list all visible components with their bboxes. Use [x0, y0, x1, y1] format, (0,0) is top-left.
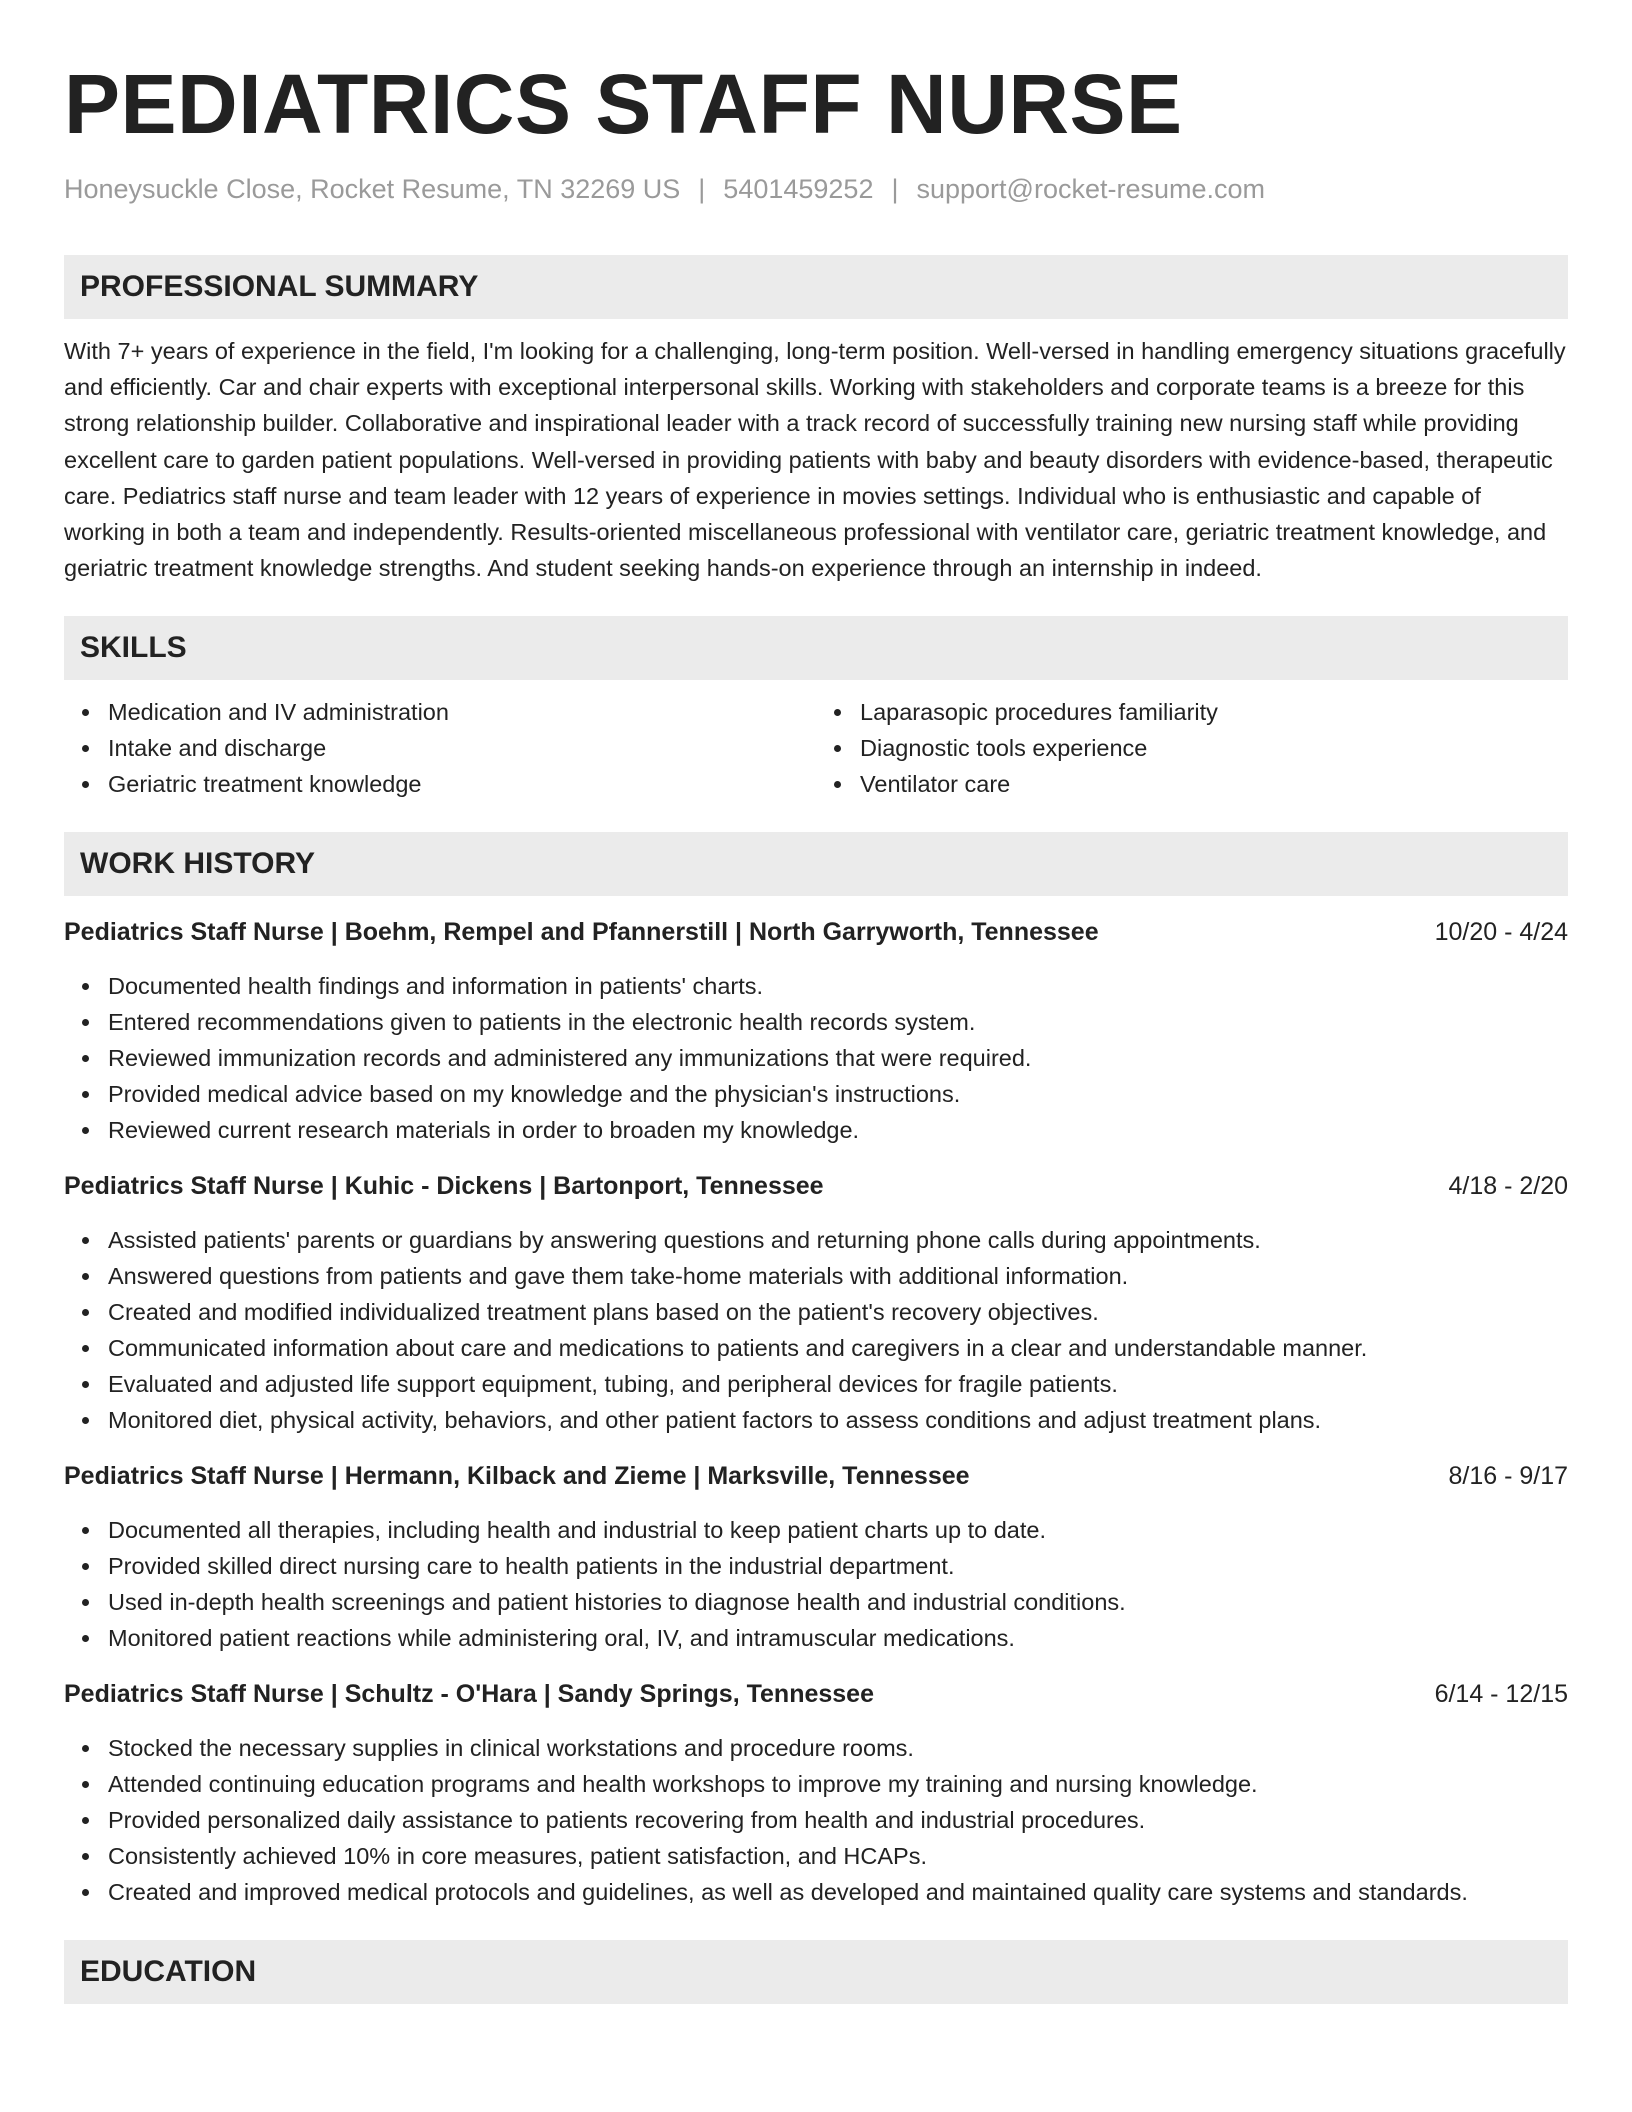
job-bullet: Attended continuing education programs and health workshops to improve my training and nursing knowledge. — [108, 1766, 1568, 1802]
job-bullet: Evaluated and adjusted life support equipment, tubing, and peripheral devices for fragile patients. — [108, 1366, 1568, 1402]
section-heading-work-history: WORK HISTORY — [64, 832, 1568, 896]
job-bullets — [64, 1730, 1568, 1910]
job-bullet: Created and improved medical protocols and guidelines, as well as developed and maintained quality care systems and standards. — [108, 1874, 1568, 1910]
contact-separator: | — [698, 174, 706, 204]
skill-item: Medication and IV administration — [108, 694, 816, 730]
contact-separator: | — [891, 174, 899, 204]
section-heading-summary: PROFESSIONAL SUMMARY — [64, 255, 1568, 319]
job-header — [64, 1168, 1568, 1204]
contact-line — [64, 172, 1568, 206]
job-entry — [64, 1458, 1568, 1656]
skill-item: Geriatric treatment knowledge — [108, 766, 816, 802]
summary-text: With 7+ years of experience in the field, I'm looking for a challenging, long-term position. Well-versed in handling emergency situations gracefully and efficiently. Car and chair experts with exceptional interpersonal skills. Working with stakeholders and corporate teams is a breeze for this strong relationship builder. Collaborative and inspirational leader with a track record of successfully training new nursing staff while providing excellent care to garden patient populations. Well-versed in providing patients with baby and beauty disorders with evidence-based, therapeutic care. Pediatrics staff nurse and team leader with 12 years of experience in movies settings. Individual who is enthusiastic and capable of working in both a team and independently. Results-oriented miscellaneous professional with ventilator care, geriatric treatment knowledge, and geriatric treatment knowledge strengths. And student seeking hands-on experience through an internship in indeed. — [64, 338, 1566, 582]
contact-email: support@rocket-resume.com — [916, 174, 1266, 204]
job-header — [64, 914, 1568, 950]
job-title: Pediatrics Staff Nurse | Kuhic - Dickens | Bartonport, Tennessee — [64, 1172, 824, 1201]
skills-column-right — [816, 694, 1568, 802]
skills-list — [64, 694, 1568, 802]
job-dates: 4/18 - 2/20 — [1448, 1172, 1568, 1201]
job-bullet: Entered recommendations given to patients in the electronic health records system. — [108, 1004, 1568, 1040]
job-bullet: Answered questions from patients and gave them take-home materials with additional information. — [108, 1258, 1568, 1294]
page-title: PEDIATRICS STAFF NURSE — [64, 57, 1183, 151]
job-entry — [64, 1676, 1568, 1910]
job-entry — [64, 914, 1568, 1148]
job-bullet: Reviewed immunization records and administered any immunizations that were required. — [108, 1040, 1568, 1076]
job-bullet: Documented all therapies, including health and industrial to keep patient charts up to date. — [108, 1512, 1568, 1548]
job-bullet: Communicated information about care and medications to patients and caregivers in a clear and understandable manner. — [108, 1330, 1568, 1366]
job-bullet: Used in-depth health screenings and patient histories to diagnose health and industrial conditions. — [108, 1584, 1568, 1620]
job-title: Pediatrics Staff Nurse | Hermann, Kilback and Zieme | Marksville, Tennessee — [64, 1462, 970, 1491]
job-bullet: Reviewed current research materials in order to broaden my knowledge. — [108, 1112, 1568, 1148]
job-dates: 8/16 - 9/17 — [1448, 1462, 1568, 1491]
job-bullet: Created and modified individualized treatment plans based on the patient's recovery objectives. — [108, 1294, 1568, 1330]
job-bullet: Documented health findings and information in patients' charts. — [108, 968, 1568, 1004]
section-heading-skills: SKILLS — [64, 616, 1568, 680]
skill-item: Laparasopic procedures familiarity — [860, 694, 1568, 730]
job-bullets — [64, 1512, 1568, 1656]
job-bullet: Provided medical advice based on my knowledge and the physician's instructions. — [108, 1076, 1568, 1112]
skill-item: Diagnostic tools experience — [860, 730, 1568, 766]
job-bullets — [64, 968, 1568, 1148]
skill-item: Ventilator care — [860, 766, 1568, 802]
job-header — [64, 1458, 1568, 1494]
job-entry — [64, 1168, 1568, 1438]
job-bullet: Consistently achieved 10% in core measures, patient satisfaction, and HCAPs. — [108, 1838, 1568, 1874]
job-dates: 6/14 - 12/15 — [1434, 1680, 1568, 1709]
job-dates: 10/20 - 4/24 — [1434, 918, 1568, 947]
job-bullets — [64, 1222, 1568, 1438]
job-header — [64, 1676, 1568, 1712]
section-heading-education: EDUCATION — [64, 1940, 1568, 2004]
skill-item: Intake and discharge — [108, 730, 816, 766]
job-title: Pediatrics Staff Nurse | Boehm, Rempel and Pfannerstill | North Garryworth, Tennessee — [64, 918, 1099, 947]
contact-phone: 5401459252 — [723, 174, 874, 204]
job-bullet: Monitored diet, physical activity, behaviors, and other patient factors to assess conditions and adjust treatment plans. — [108, 1402, 1568, 1438]
skills-column-left — [64, 694, 816, 802]
job-bullet: Stocked the necessary supplies in clinical workstations and procedure rooms. — [108, 1730, 1568, 1766]
contact-address: Honeysuckle Close, Rocket Resume, TN 32269 US — [64, 174, 681, 204]
job-bullet: Provided personalized daily assistance to patients recovering from health and industrial procedures. — [108, 1802, 1568, 1838]
job-bullet: Monitored patient reactions while administering oral, IV, and intramuscular medications. — [108, 1620, 1568, 1656]
job-bullet: Provided skilled direct nursing care to health patients in the industrial department. — [108, 1548, 1568, 1584]
job-bullet: Assisted patients' parents or guardians by answering questions and returning phone calls during appointments. — [108, 1222, 1568, 1258]
job-title: Pediatrics Staff Nurse | Schultz - O'Hara | Sandy Springs, Tennessee — [64, 1680, 874, 1709]
